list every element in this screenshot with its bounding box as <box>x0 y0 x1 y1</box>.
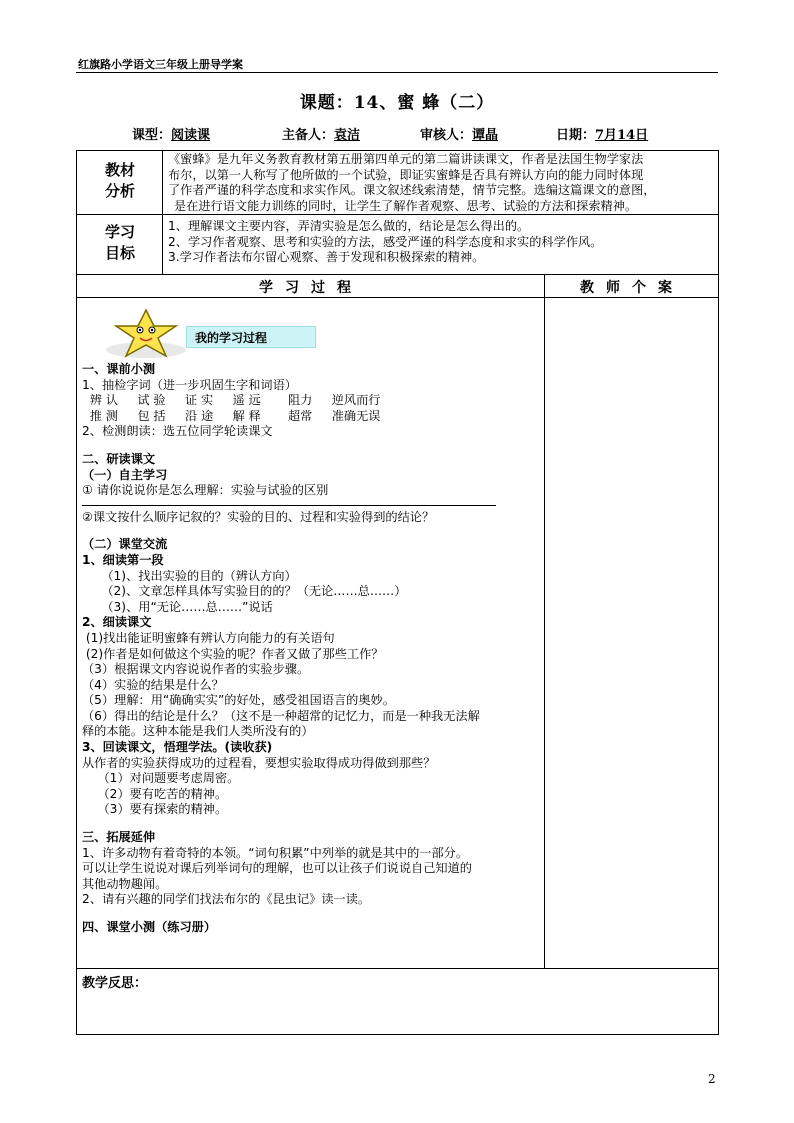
text-line: (2)作者是如何做这个实验的呢？作者又做了那些工作？ <box>82 646 384 661</box>
goals-label-line1: 学习 <box>104 223 135 241</box>
vocab-row: 推 测 包 括 沿 途 解 释 超常 准确无误 <box>82 408 381 423</box>
section-heading: 四、课堂小测（练习册） <box>82 920 217 934</box>
lesson-type-value: 阅读课 <box>171 128 211 143</box>
text-line: 从作者的实验获得成功的过程看，要想实验取得成功得做到那些？ <box>82 755 436 770</box>
analysis-text <box>168 152 716 214</box>
analysis-line: 《蜜蜂》是九年义务教育教材第五册第四单元的第二篇讲读课文，作者是法国生物学家法 <box>168 152 644 166</box>
text-line: 1、许多动物有着奇特的本领。“词句积累”中列举的就是其中的一部分。 <box>82 845 469 860</box>
learning-process-content <box>82 362 538 936</box>
text-line: （2)、文章怎样具体写实验目的的？（无论……总……） <box>82 584 407 599</box>
analysis-label-line2: 分析 <box>104 182 135 200</box>
text-line: （4）实验的结果是什么？ <box>82 677 224 692</box>
star-mascot-icon <box>100 306 192 360</box>
text-line: （5）理解：用“确确实实”的好处，感受祖国语言的奥妙。 <box>82 693 395 708</box>
analysis-line: 了作者严谨的科学态度和求实作风。课文叙述线索清楚，情节完整。选编这篇课文的意图， <box>168 183 656 197</box>
vocab-row: 辨 认 试 验 证 实 遥 远 阻力 逆风而行 <box>82 393 381 408</box>
text-line: 可以让学生说说对课后列举词句的理解，也可以让孩子们说说自己知道的 <box>82 861 472 876</box>
text-line: （1）对问题要考虑周密。 <box>82 771 240 786</box>
text-line: （3）根据课文内容说说作者的实验步骤。 <box>82 662 310 677</box>
text-line: （3）要有探索的精神。 <box>82 802 228 817</box>
row-divider <box>76 297 719 298</box>
analysis-label-line1: 教材 <box>104 161 135 179</box>
analysis-line: 是在进行语文能力训练的同时，让学生了解作者观察、思考、试验的方法和探索精神。 <box>174 198 638 213</box>
date-label: 日期： <box>556 128 596 143</box>
goals-text <box>168 219 716 266</box>
text-line: 2、检测朗读：选五位同学轮读课文 <box>82 424 273 439</box>
preparer <box>282 124 360 143</box>
question-line: ②课文按什么顺序记叙的？实验的目的、过程和实验得到的结论？ <box>82 509 435 524</box>
answer-blank-line <box>82 499 496 506</box>
reviewer <box>420 124 498 143</box>
text-line: (1)找出能证明蜜蜂有辨认方向能力的有关语句 <box>82 630 335 645</box>
section-heading: 二、研读课文 <box>82 451 156 466</box>
paragraph-heading: 1、细读第一段 <box>82 552 164 567</box>
document-header: 红旗路小学语文三年级上册导学案 <box>78 58 243 71</box>
text-line: 其他动物趣闻。 <box>82 876 168 891</box>
text-line: 2、请有兴趣的同学们找法布尔的《昆虫记》读一读。 <box>82 892 371 907</box>
row-divider <box>76 214 719 215</box>
lesson-type <box>132 124 210 143</box>
goal-line: 3.学习作者法布尔留心观察、善于发现和积极探索的精神。 <box>168 250 485 264</box>
section-heading: 三、拓展延伸 <box>82 830 156 845</box>
label-column-divider <box>162 150 163 274</box>
goals-label <box>80 222 160 264</box>
goals-label-line2: 目标 <box>104 244 135 262</box>
text-line: 释的本能。这种本能是我们人类所没有的） <box>82 724 314 739</box>
paragraph-heading: 3、回读课文，悟理学法。(读收获) <box>82 740 273 755</box>
page-number: 2 <box>708 1072 716 1086</box>
teaching-reflection-label: 教学反思： <box>82 976 148 991</box>
process-header: 学习过程 <box>259 280 363 296</box>
page-title: 课题：14、蜜 蜂（二） <box>299 93 495 113</box>
text-line: 1、抽检字词（进一步巩固生字和词语） <box>82 377 297 392</box>
goal-line: 2、学习作者观察、思考和实验的方法，感受严谨的科学态度和求实的科学作风。 <box>168 234 603 249</box>
text-line: （1)、找出实验的目的（辨认方向） <box>82 568 297 583</box>
question-line: ① 请你说说你是怎么理解：实验与试验的区别 <box>82 483 329 498</box>
row-divider <box>76 968 719 969</box>
process-teacher-divider <box>544 274 545 968</box>
subsection-heading: （二）课堂交流 <box>82 537 168 552</box>
analysis-label <box>80 160 160 202</box>
date-value: 7月14日 <box>595 128 649 143</box>
section-heading: 一、课前小测 <box>82 362 156 376</box>
subsection-heading: （一）自主学习 <box>82 467 168 482</box>
text-line: （6）得出的结论是什么？（这不是一种超常的记忆力，而是一种我无法解 <box>82 708 480 723</box>
analysis-line: 布尔，以第一人称写了他所做的一个试验，即证实蜜蜂是否具有辨认方向的能力同时体现 <box>168 167 644 182</box>
preparer-value: 袁洁 <box>334 128 361 143</box>
preparer-label: 主备人： <box>282 128 335 143</box>
goal-line: 1、理解课文主要内容，弄清实验是怎么做的，结论是怎么得出的。 <box>168 219 530 233</box>
teacher-header: 教师个案 <box>580 280 684 296</box>
paragraph-heading: 2、细读课文 <box>82 615 152 630</box>
lesson-type-label: 课型： <box>132 128 172 143</box>
date <box>556 124 648 143</box>
learning-process-banner: 我的学习过程 <box>186 326 316 348</box>
reviewer-value: 谭晶 <box>472 128 499 143</box>
text-line: （3)、用“无论……总……”说话 <box>82 599 273 614</box>
text-line: （2）要有吃苦的精神。 <box>82 786 228 801</box>
header-divider <box>76 72 718 73</box>
row-divider <box>76 274 719 275</box>
reviewer-label: 审核人： <box>420 128 473 143</box>
